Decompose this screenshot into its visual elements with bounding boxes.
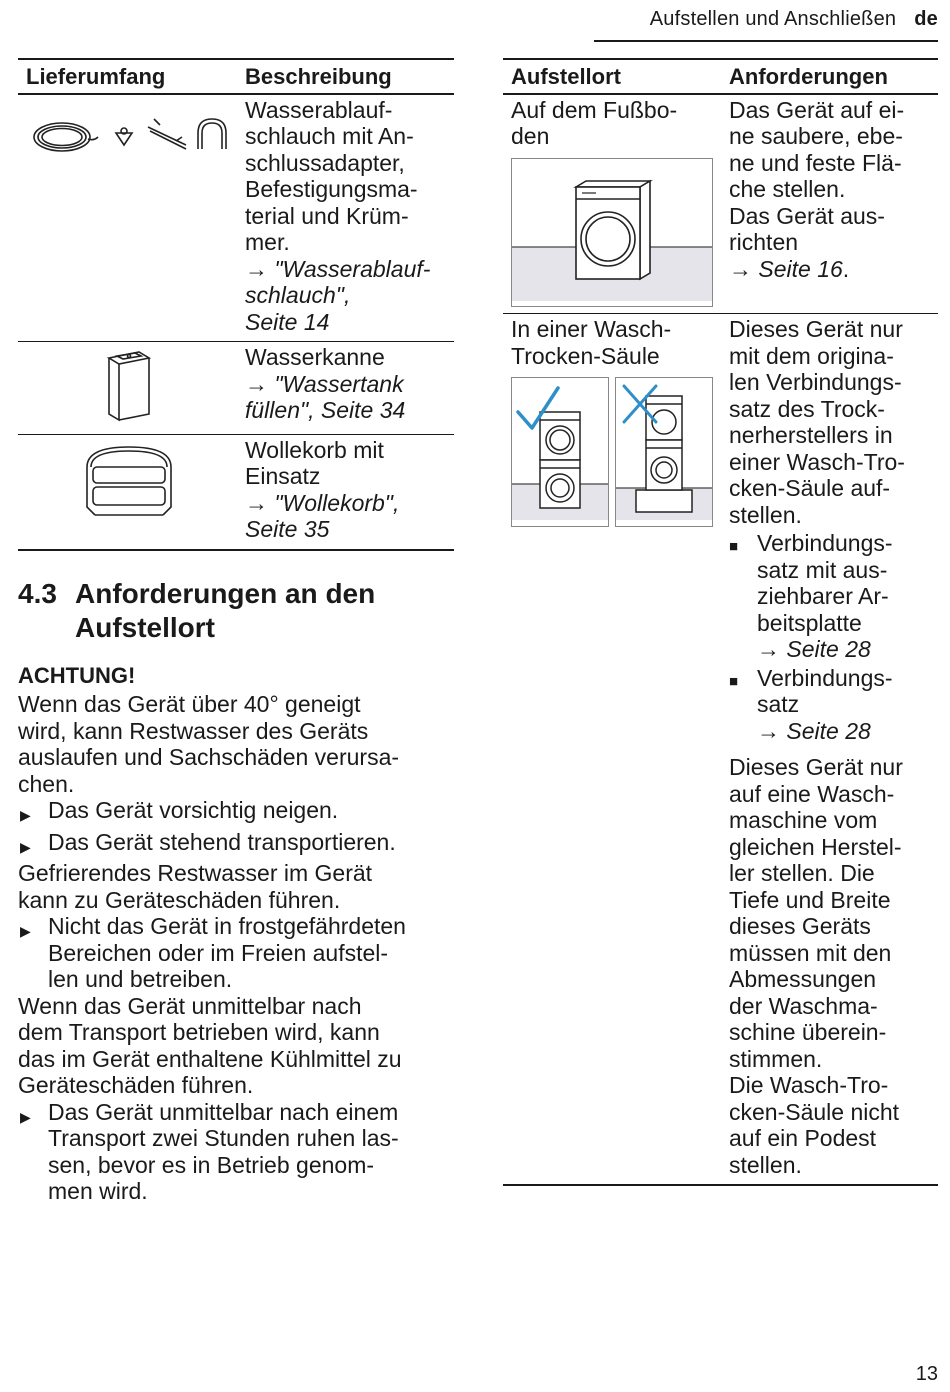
triangle-bullet-icon: ▶: [20, 807, 31, 823]
table-row: [18, 342, 454, 435]
square-bullet-icon: ■: [729, 672, 739, 690]
language-tag: de: [914, 8, 938, 30]
cross-reference-link[interactable]: → "Wassertank füllen", Seite 34: [245, 370, 406, 423]
wool-basket-icon: [79, 437, 179, 521]
square-bullet-icon: ■: [729, 538, 739, 555]
water-jug-icon: [99, 344, 159, 422]
hose-kit-description: Wasserablauf- schlauch mit An- schlussadapter, Befestigungsma- terial und Krüm- mer. → "Wasserablauf- schlauch", Seite 14: [237, 94, 454, 342]
col-header-location: Aufstellort: [503, 59, 721, 94]
dryer-on-floor-illustration: [511, 158, 713, 308]
right-column: [503, 58, 938, 1186]
water-jug-illustration: [18, 342, 237, 435]
warning-block: [18, 663, 454, 1205]
location-floor: Auf dem Fußbo- den: [503, 94, 721, 314]
instruction-step: ▶ Das Gerät stehend transportieren.: [18, 829, 454, 861]
section-heading: [18, 577, 454, 645]
paragraph: Wenn das Gerät unmittelbar nach dem Transport betrieben wird, kann das im Gerät enthaltene Kühlmittel zu Geräteschäden führen.: [18, 992, 402, 1098]
triangle-bullet-icon: ▶: [20, 923, 31, 939]
header-rule: [594, 40, 938, 42]
paragraph: Wenn das Gerät über 40° geneigt wird, kann Restwasser des Geräts auslaufen und Sachschäden verursa- chen.: [18, 691, 400, 797]
wool-basket-description: Wollekorb mit Einsatz → "Wollekorb", Seite 35: [237, 434, 454, 550]
table-row: [503, 314, 938, 1186]
list-item: ■ Verbindungs- satz mit aus- ziehbarer Ar- beitsplatte → Seite 28: [729, 530, 893, 662]
section-number: 4.3: [18, 577, 57, 609]
cross-reference-link[interactable]: → "Wollekorb", Seite 35: [245, 489, 400, 542]
table-row: [18, 94, 454, 342]
cross-reference-link[interactable]: → "Wasserablauf- schlauch", Seite 14: [245, 255, 431, 335]
triangle-bullet-icon: ▶: [20, 1108, 31, 1125]
col-header-requirements: Anforderungen: [721, 59, 938, 94]
cross-reference-link[interactable]: → Seite 28: [757, 717, 871, 744]
table-row: [503, 94, 938, 314]
cross-reference-link[interactable]: → Seite 16.: [729, 255, 850, 282]
instruction-step: ▶ Das Gerät unmittelbar nach einem Transport zwei Stunden ruhen las- sen, bevor es in Betrieb genom- men wird.: [20, 1098, 399, 1204]
wool-basket-illustration: [18, 434, 237, 550]
triangle-bullet-icon: ▶: [20, 838, 31, 855]
hose-kit-illustration: [18, 94, 237, 342]
col-header-description: Beschreibung: [237, 59, 454, 94]
dryer-floor-icon: [512, 159, 712, 301]
table-row: [18, 434, 454, 550]
requirements-stack: Dieses Gerät nur mit dem origina- len Verbindungs- satz des Trock- nerherstellers in einer Wasch-Tro- cken-Säule auf- stellen. ■ Verbindungs- satz mit aus- ziehbarer Ar- beitsplatte → Seite 28 ■ Verbindungs- satz → Seite 28 Dieses Gerät nur auf eine Wasch- maschine vom gleichen Herstel- ler stellen. Die Tiefe und Breite dieses Geräts müssen mit den Abmessungen der Waschma- schine überein- stimmen. Die Wasch-Tro- cken-Säule nicht auf ein Podest stellen.: [721, 314, 938, 1186]
scope-of-delivery-table: [18, 58, 454, 551]
water-jug-description: Wasserkanne → "Wassertank füllen", Seite 34: [237, 342, 454, 435]
warning-label: ACHTUNG!: [18, 662, 136, 688]
instruction-step: ▶ Nicht das Gerät in frostgefährdeten Bereichen oder im Freien aufstel- len und betreiben.: [20, 913, 406, 992]
checkmark-stack-icon: [512, 378, 608, 520]
instruction-step: ▶ Das Gerät vorsichtig neigen.: [18, 797, 454, 829]
list-item: ■ Verbindungs- satz → Seite 28: [729, 664, 893, 744]
left-column: [18, 58, 454, 1205]
location-stack: In einer Wasch- Trocken-Säule: [503, 314, 721, 1186]
page-number: 13: [915, 1363, 938, 1385]
section-title: Anforderungen an den Aufstellort: [75, 577, 376, 643]
installation-location-table: [503, 58, 938, 1186]
cross-reference-link[interactable]: → Seite 28: [757, 636, 871, 662]
paragraph: Gefrierendes Restwasser im Gerät kann zu Geräteschäden führen.: [18, 860, 373, 913]
paragraph: Dieses Gerät nur auf eine Wasch- maschine vom gleichen Herstel- ler stellen. Die Tiefe und Breite dieses Geräts müssen mit den Abmessungen der Waschma- schine überein- stimmen. Die Wasch-Tro- cken-Säule nicht auf ein Podest stellen.: [729, 754, 903, 1178]
incorrect-stack-illustration: [615, 377, 713, 527]
col-header-scope: Lieferumfang: [18, 59, 237, 94]
cross-stack-icon: [616, 378, 712, 520]
correct-stack-illustration: [511, 377, 609, 527]
requirements-floor: Das Gerät auf ei- ne saubere, ebe- ne und feste Flä- che stellen. Das Gerät aus- richten → Seite 16.: [721, 94, 938, 314]
running-header: [650, 8, 938, 31]
header-title: Aufstellen und Anschließen: [649, 8, 897, 30]
drain-hose-icon: [26, 97, 231, 177]
